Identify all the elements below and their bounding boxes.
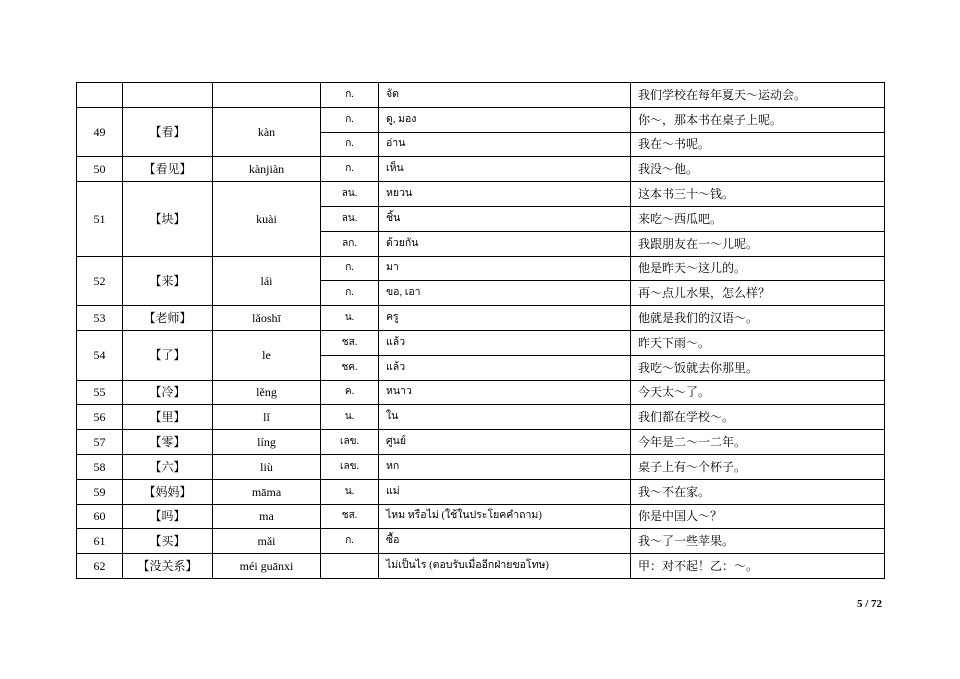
table-row — [77, 454, 885, 479]
entry-number: 60 — [77, 504, 123, 529]
example-sentence: 我～了一些苹果。 — [631, 529, 885, 554]
example-sentence: 你是中国人～？ — [631, 504, 885, 529]
entry-number: 50 — [77, 157, 123, 182]
example-sentence: 我在～书呢。 — [631, 132, 885, 157]
thai-meaning: ซื้อ — [379, 529, 631, 554]
example-sentence: 我～不在家。 — [631, 479, 885, 504]
entry-pinyin — [213, 83, 321, 108]
entry-word: 【老师】 — [123, 306, 213, 331]
entry-number: 59 — [77, 479, 123, 504]
table-row — [77, 405, 885, 430]
part-of-speech: ก. — [321, 132, 379, 157]
example-sentence: 你～，那本书在桌子上呢。 — [631, 107, 885, 132]
table-row — [77, 430, 885, 455]
thai-meaning: อ่าน — [379, 132, 631, 157]
entry-number: 51 — [77, 182, 123, 256]
table-row — [77, 529, 885, 554]
entry-word: 【六】 — [123, 454, 213, 479]
thai-meaning: จัด — [379, 83, 631, 108]
entry-pinyin: lǎoshī — [213, 306, 321, 331]
part-of-speech: ก. — [321, 107, 379, 132]
thai-meaning: ใน — [379, 405, 631, 430]
part-of-speech: เลข. — [321, 454, 379, 479]
entry-number: 56 — [77, 405, 123, 430]
vocabulary-table-body — [77, 83, 885, 579]
entry-word: 【来】 — [123, 256, 213, 306]
part-of-speech: น. — [321, 306, 379, 331]
entry-number: 54 — [77, 330, 123, 380]
example-sentence: 来吃～西瓜吧。 — [631, 206, 885, 231]
part-of-speech: ชส. — [321, 504, 379, 529]
example-sentence: 今年是二～一二年。 — [631, 430, 885, 455]
entry-word: 【零】 — [123, 430, 213, 455]
part-of-speech: ก. — [321, 83, 379, 108]
part-of-speech: ก. — [321, 256, 379, 281]
entry-pinyin: kànjiàn — [213, 157, 321, 182]
entry-pinyin: le — [213, 330, 321, 380]
example-sentence: 我们都在学校～。 — [631, 405, 885, 430]
thai-meaning: เห็น — [379, 157, 631, 182]
thai-meaning: มา — [379, 256, 631, 281]
entry-pinyin: mǎi — [213, 529, 321, 554]
entry-pinyin: lǐ — [213, 405, 321, 430]
example-sentence: 我没～他。 — [631, 157, 885, 182]
part-of-speech: ก. — [321, 529, 379, 554]
example-sentence: 我吃～饭就去你那里。 — [631, 355, 885, 380]
part-of-speech: ลน. — [321, 206, 379, 231]
entry-number: 57 — [77, 430, 123, 455]
thai-meaning: ไหม หรือไม่ (ใช้ในประโยคคำถาม) — [379, 504, 631, 529]
thai-meaning: หก — [379, 454, 631, 479]
table-row — [77, 157, 885, 182]
entry-number: 53 — [77, 306, 123, 331]
example-sentence: 我跟朋友在一～儿呢。 — [631, 231, 885, 256]
entry-word: 【里】 — [123, 405, 213, 430]
entry-number: 49 — [77, 107, 123, 157]
example-sentence: 桌子上有～个杯子。 — [631, 454, 885, 479]
thai-meaning: ครู — [379, 306, 631, 331]
entry-pinyin: lái — [213, 256, 321, 306]
example-sentence: 这本书三十～钱。 — [631, 182, 885, 207]
thai-meaning: ขอ, เอา — [379, 281, 631, 306]
thai-meaning: แล้ว — [379, 355, 631, 380]
part-of-speech: น. — [321, 479, 379, 504]
table-row — [77, 256, 885, 281]
entry-pinyin: méi guānxi — [213, 554, 321, 579]
part-of-speech: เลข. — [321, 430, 379, 455]
thai-meaning: ศูนย์ — [379, 430, 631, 455]
thai-meaning: หนาว — [379, 380, 631, 405]
table-row — [77, 479, 885, 504]
entry-pinyin: māma — [213, 479, 321, 504]
part-of-speech: ลก. — [321, 231, 379, 256]
entry-word: 【买】 — [123, 529, 213, 554]
entry-word: 【了】 — [123, 330, 213, 380]
table-row — [77, 83, 885, 108]
entry-pinyin: kuài — [213, 182, 321, 256]
entry-word: 【看】 — [123, 107, 213, 157]
entry-word: 【没关系】 — [123, 554, 213, 579]
page-number: 5 / 72 — [856, 598, 882, 610]
entry-number: 61 — [77, 529, 123, 554]
entry-number: 52 — [77, 256, 123, 306]
table-row — [77, 504, 885, 529]
entry-pinyin: liù — [213, 454, 321, 479]
thai-meaning: ด้วยกัน — [379, 231, 631, 256]
example-sentence: 昨天下雨～。 — [631, 330, 885, 355]
vocabulary-table — [76, 82, 885, 579]
entry-word: 【看见】 — [123, 157, 213, 182]
thai-meaning: ดู, มอง — [379, 107, 631, 132]
table-row — [77, 107, 885, 132]
thai-meaning: แล้ว — [379, 330, 631, 355]
thai-meaning: แม่ — [379, 479, 631, 504]
entry-word — [123, 83, 213, 108]
entry-number — [77, 83, 123, 108]
entry-number: 55 — [77, 380, 123, 405]
table-row — [77, 380, 885, 405]
thai-meaning: ชิ้น — [379, 206, 631, 231]
entry-pinyin: lěng — [213, 380, 321, 405]
entry-pinyin: kàn — [213, 107, 321, 157]
example-sentence: 甲：对不起！乙：～。 — [631, 554, 885, 579]
table-row — [77, 554, 885, 579]
entry-pinyin: ma — [213, 504, 321, 529]
entry-word: 【妈妈】 — [123, 479, 213, 504]
part-of-speech — [321, 554, 379, 579]
part-of-speech: ลน. — [321, 182, 379, 207]
example-sentence: 我们学校在每年夏天～运动会。 — [631, 83, 885, 108]
entry-word: 【冷】 — [123, 380, 213, 405]
table-row — [77, 306, 885, 331]
part-of-speech: ก. — [321, 157, 379, 182]
entry-number: 62 — [77, 554, 123, 579]
example-sentence: 再～点儿水果，怎么样？ — [631, 281, 885, 306]
entry-pinyin: líng — [213, 430, 321, 455]
thai-meaning: ไม่เป็นไร (ตอบรับเมื่ออีกฝ่ายขอโทษ) — [379, 554, 631, 579]
part-of-speech: น. — [321, 405, 379, 430]
part-of-speech: ชค. — [321, 355, 379, 380]
table-row — [77, 182, 885, 207]
part-of-speech: ก. — [321, 281, 379, 306]
example-sentence: 他就是我们的汉语～。 — [631, 306, 885, 331]
table-row — [77, 330, 885, 355]
example-sentence: 他是昨天～这儿的。 — [631, 256, 885, 281]
entry-number: 58 — [77, 454, 123, 479]
entry-word: 【吗】 — [123, 504, 213, 529]
example-sentence: 今天太～了。 — [631, 380, 885, 405]
entry-word: 【块】 — [123, 182, 213, 256]
part-of-speech: ชส. — [321, 330, 379, 355]
part-of-speech: ค. — [321, 380, 379, 405]
thai-meaning: หยวน — [379, 182, 631, 207]
